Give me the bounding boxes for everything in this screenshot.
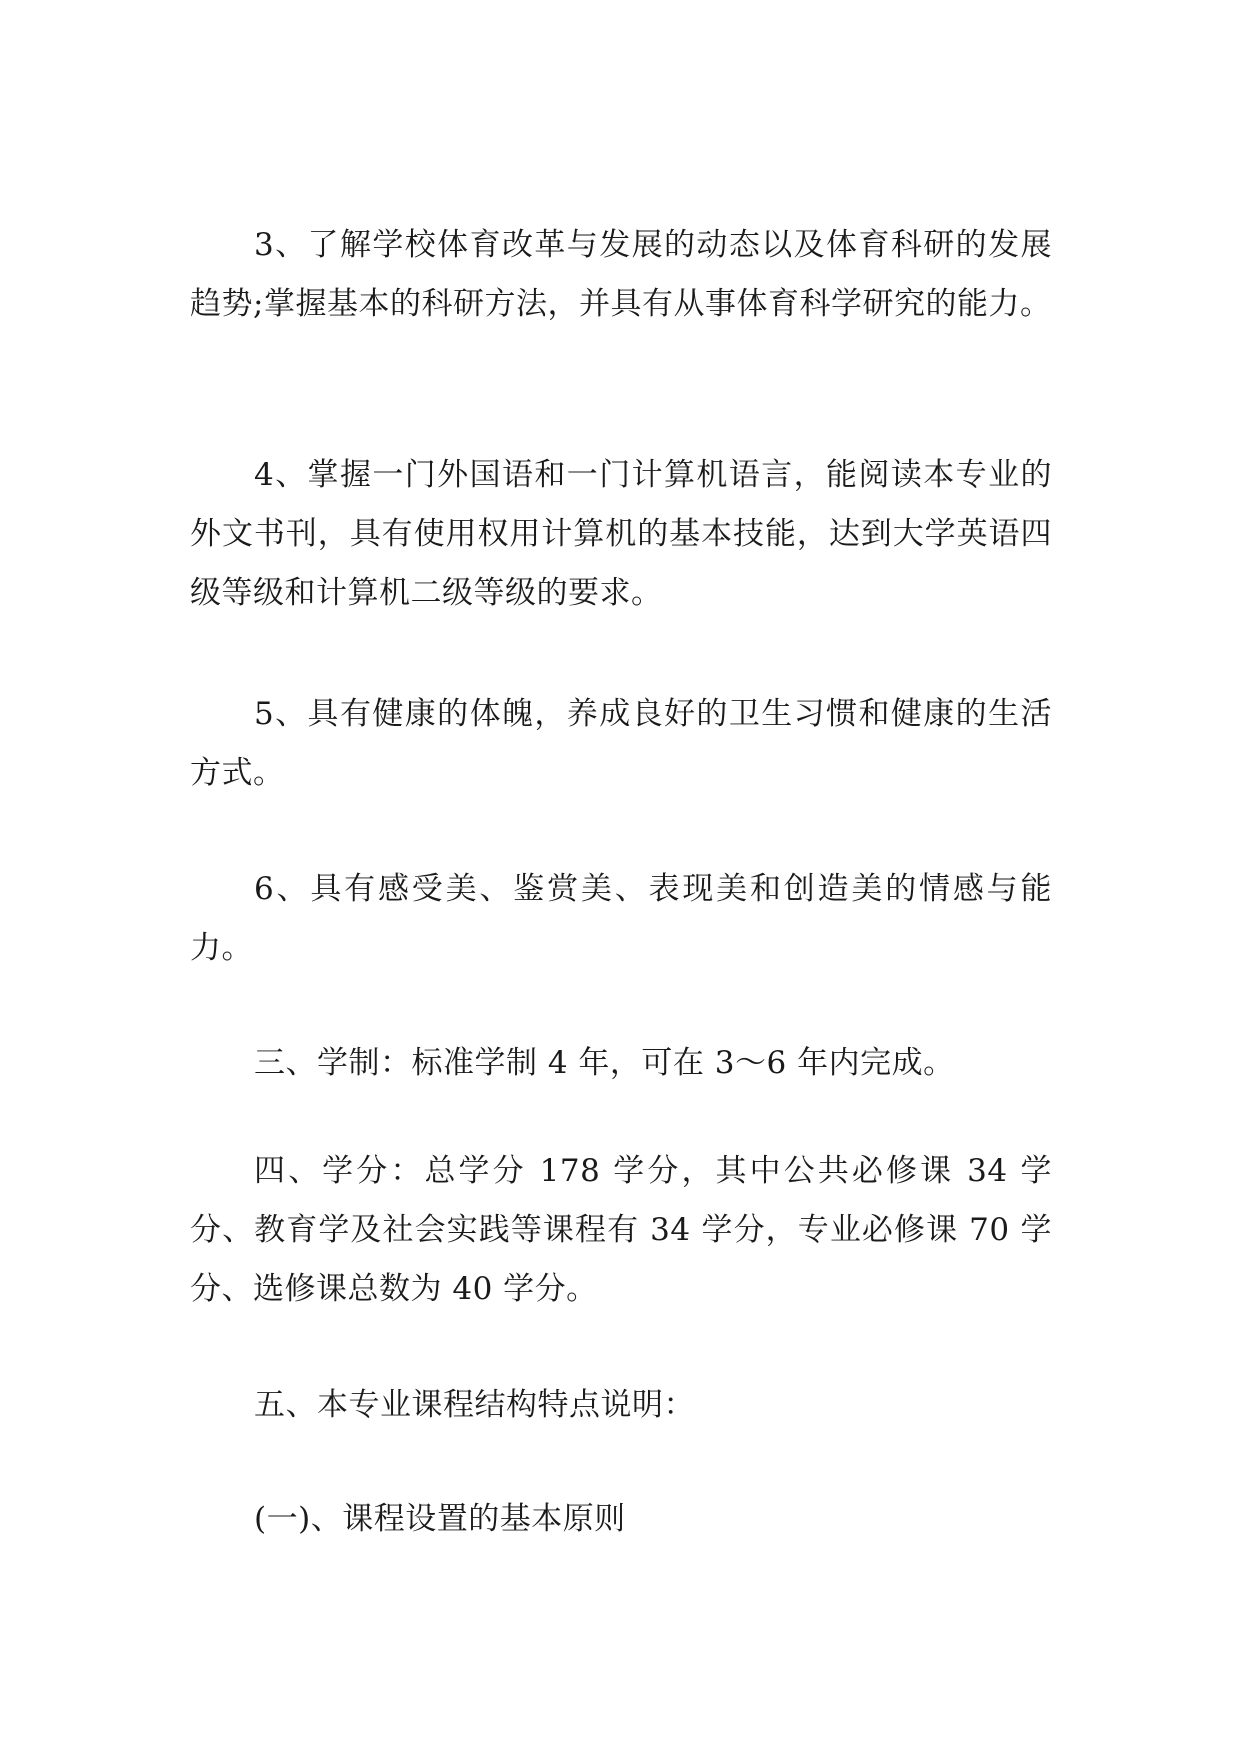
- subsection-principles-heading: (一)、课程设置的基本原则: [254, 1501, 626, 1537]
- section-credits: 四、学分：总学分 178 学分，其中公共必修课 34 学分、教育学及社会实践等课程有 34 学分，专业必修课 70 学分、选修课总数为 40 学分。: [190, 1153, 1052, 1307]
- paragraph-requirement-5: 5、具有健康的体魄，养成良好的卫生习惯和健康的生活方式。: [190, 696, 1052, 791]
- paragraph-requirement-6: 6、具有感受美、鉴赏美、表现美和创造美的情感与能力。: [190, 871, 1052, 966]
- section-duration: 三、学制：标准学制 4 年，可在 3～6 年内完成。: [254, 1045, 955, 1081]
- paragraph-requirement-4: 4、掌握一门外国语和一门计算机语言，能阅读本专业的外文书刊，具有使用权用计算机的基本技能，达到大学英语四级等级和计算机二级等级的要求。: [190, 457, 1052, 611]
- section-course-structure-heading: 五、本专业课程结构特点说明：: [254, 1387, 695, 1423]
- paragraph-requirement-3: 3、了解学校体育改革与发展的动态以及体育科研的发展趋势;掌握基本的科研方法，并具有从事体育科学研究的能力。: [190, 227, 1052, 322]
